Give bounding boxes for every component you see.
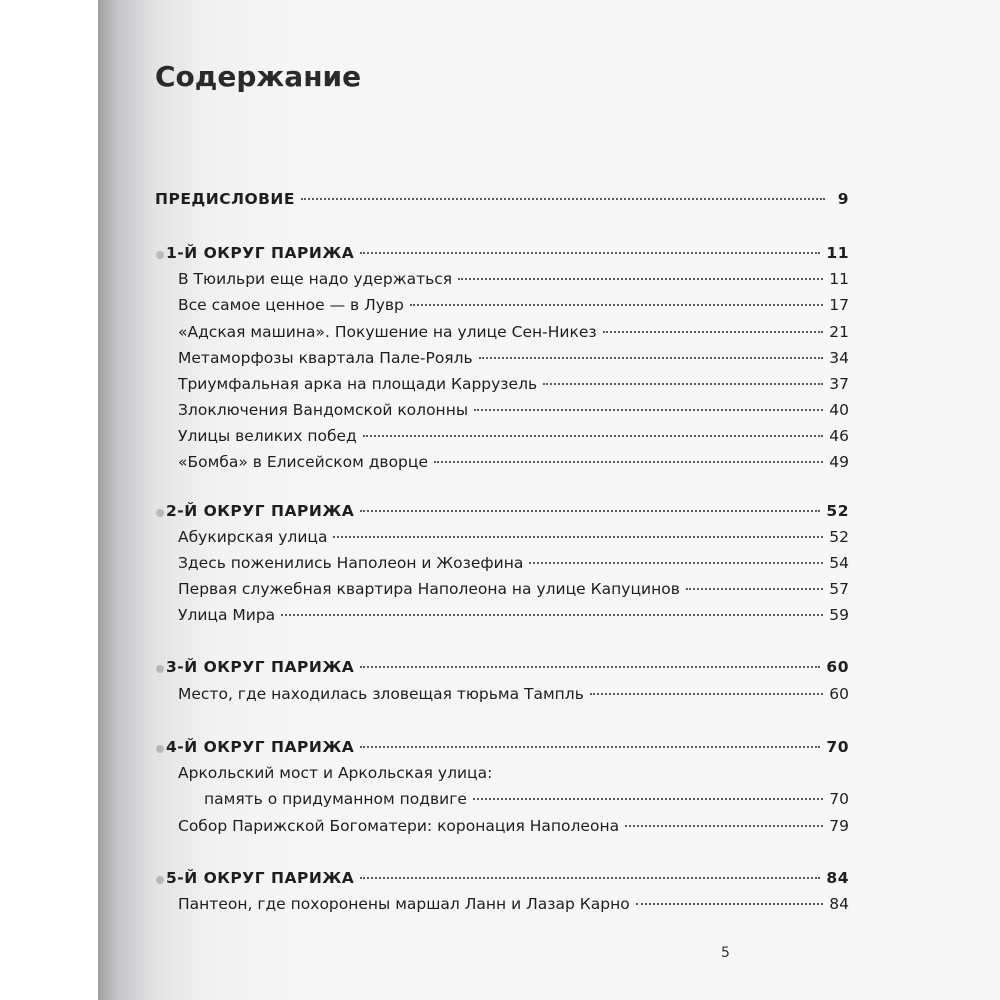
toc-section-page: 60 bbox=[826, 658, 849, 676]
toc-entry-page: 84 bbox=[829, 895, 849, 913]
dot-leader bbox=[360, 252, 820, 254]
section-bullet-icon bbox=[156, 876, 164, 884]
toc-entry bbox=[178, 426, 849, 446]
dot-leader bbox=[458, 278, 823, 280]
toc-entry-label: Первая служебная квартира Наполеона на улице Капуцинов bbox=[178, 580, 680, 598]
book-page bbox=[98, 0, 1000, 1000]
toc-entry-label: «Адская машина». Покушение на улице Сен-Никез bbox=[178, 323, 597, 341]
toc-entry bbox=[178, 374, 849, 394]
toc-entry bbox=[178, 269, 849, 289]
toc-section-4 bbox=[166, 737, 849, 757]
toc-entry-page: 17 bbox=[829, 296, 849, 314]
toc-entry-label: Улицы великих побед bbox=[178, 427, 357, 445]
toc-section-label: 1-Й ОКРУГ ПАРИЖА bbox=[166, 244, 355, 262]
section-bullet-icon bbox=[156, 745, 164, 753]
toc-entry-label: Злоключения Вандомской колонны bbox=[178, 401, 469, 419]
toc-entry-label: В Тюильри еще надо удержаться bbox=[178, 270, 453, 288]
toc-entry-page: 60 bbox=[829, 685, 849, 703]
toc-entry-label: Место, где находилась зловещая тюрьма Тампль bbox=[178, 685, 584, 703]
toc-entry-label-first-line: Аркольский мост и Аркольская улица: bbox=[178, 764, 493, 782]
toc-entry-page: 21 bbox=[829, 323, 849, 341]
toc-entry-page: 40 bbox=[829, 401, 849, 419]
dot-leader bbox=[360, 510, 820, 512]
toc-entry-label: Пантеон, где похоронены маршал Ланн и Лазар Карно bbox=[178, 895, 630, 913]
dot-leader bbox=[636, 903, 824, 905]
toc-entry-page: 46 bbox=[829, 427, 849, 445]
toc-entry-label: Абукирская улица bbox=[178, 528, 328, 546]
toc-entry bbox=[178, 605, 849, 625]
toc-entry bbox=[178, 348, 849, 368]
toc-entry bbox=[178, 579, 849, 599]
toc-entry-page: 54 bbox=[829, 554, 849, 572]
toc-entry bbox=[204, 789, 849, 809]
toc-entry bbox=[178, 452, 849, 472]
toc-entry-label: память о придуманном подвиге bbox=[204, 790, 467, 808]
toc-entry bbox=[178, 322, 849, 342]
page-title: Содержание bbox=[155, 60, 362, 93]
section-bullet-icon bbox=[156, 509, 164, 517]
toc-entry-page: 52 bbox=[829, 528, 849, 546]
toc-preface-page: 9 bbox=[837, 190, 849, 208]
toc-entry-label: Улица Мира bbox=[178, 606, 276, 624]
dot-leader bbox=[333, 536, 823, 538]
toc-section-label: 4-Й ОКРУГ ПАРИЖА bbox=[166, 738, 355, 756]
dot-leader bbox=[686, 588, 823, 590]
toc-entry bbox=[178, 527, 849, 547]
toc-preface-label: ПРЕДИСЛОВИЕ bbox=[155, 190, 295, 208]
toc-section-label: 2-Й ОКРУГ ПАРИЖА bbox=[166, 502, 355, 520]
toc-section-page: 70 bbox=[826, 738, 849, 756]
toc-entry-page: 11 bbox=[829, 270, 849, 288]
toc-entry-page: 57 bbox=[829, 580, 849, 598]
toc-section-3 bbox=[166, 657, 849, 677]
dot-leader bbox=[543, 383, 823, 385]
toc-section-page: 84 bbox=[826, 869, 849, 887]
dot-leader bbox=[360, 877, 820, 879]
toc-entry-label: Триумфальная арка на площади Каррузель bbox=[178, 375, 538, 393]
toc-entry bbox=[178, 295, 849, 315]
dot-leader bbox=[360, 666, 820, 668]
toc-section-1 bbox=[166, 243, 849, 263]
toc-section-page: 11 bbox=[826, 244, 849, 262]
toc-section-label: 3-Й ОКРУГ ПАРИЖА bbox=[166, 658, 355, 676]
toc-section-label: 5-Й ОКРУГ ПАРИЖА bbox=[166, 869, 355, 887]
page-number: 5 bbox=[721, 945, 730, 961]
toc-entry bbox=[178, 400, 849, 420]
toc-entry-page: 49 bbox=[829, 453, 849, 471]
toc-entry bbox=[178, 553, 849, 573]
dot-leader bbox=[301, 198, 825, 200]
dot-leader bbox=[360, 746, 820, 748]
dot-leader bbox=[479, 357, 824, 359]
toc-entry-label: Здесь поженились Наполеон и Жозефина bbox=[178, 554, 524, 572]
toc-entry-page: 59 bbox=[829, 606, 849, 624]
toc-section-page: 52 bbox=[826, 502, 849, 520]
dot-leader bbox=[281, 614, 823, 616]
dot-leader bbox=[625, 825, 823, 827]
toc-entry-page: 37 bbox=[829, 375, 849, 393]
dot-leader bbox=[363, 435, 824, 437]
toc-entry-page: 79 bbox=[829, 817, 849, 835]
toc-entry-label: Собор Парижской Богоматери: коронация Наполеона bbox=[178, 817, 620, 835]
dot-leader bbox=[434, 461, 823, 463]
dot-leader bbox=[603, 331, 824, 333]
toc-section-5 bbox=[166, 868, 849, 888]
dot-leader bbox=[473, 798, 823, 800]
section-bullet-icon bbox=[156, 251, 164, 259]
dot-leader bbox=[590, 693, 823, 695]
section-bullet-icon bbox=[156, 665, 164, 673]
toc-entry-label: Все самое ценное — в Лувр bbox=[178, 296, 404, 314]
toc-entry-label: «Бомба» в Елисейском дворце bbox=[178, 453, 428, 471]
toc-entry-page: 70 bbox=[829, 790, 849, 808]
dot-leader bbox=[529, 562, 823, 564]
toc-entry-label: Метаморфозы квартала Пале-Рояль bbox=[178, 349, 473, 367]
toc-entry bbox=[178, 816, 849, 836]
toc-preface bbox=[155, 189, 849, 209]
toc-section-2 bbox=[166, 501, 849, 521]
toc-entry bbox=[178, 684, 849, 704]
dot-leader bbox=[474, 409, 823, 411]
dot-leader bbox=[410, 304, 823, 306]
toc-entry bbox=[178, 894, 849, 914]
toc-entry-page: 34 bbox=[829, 349, 849, 367]
